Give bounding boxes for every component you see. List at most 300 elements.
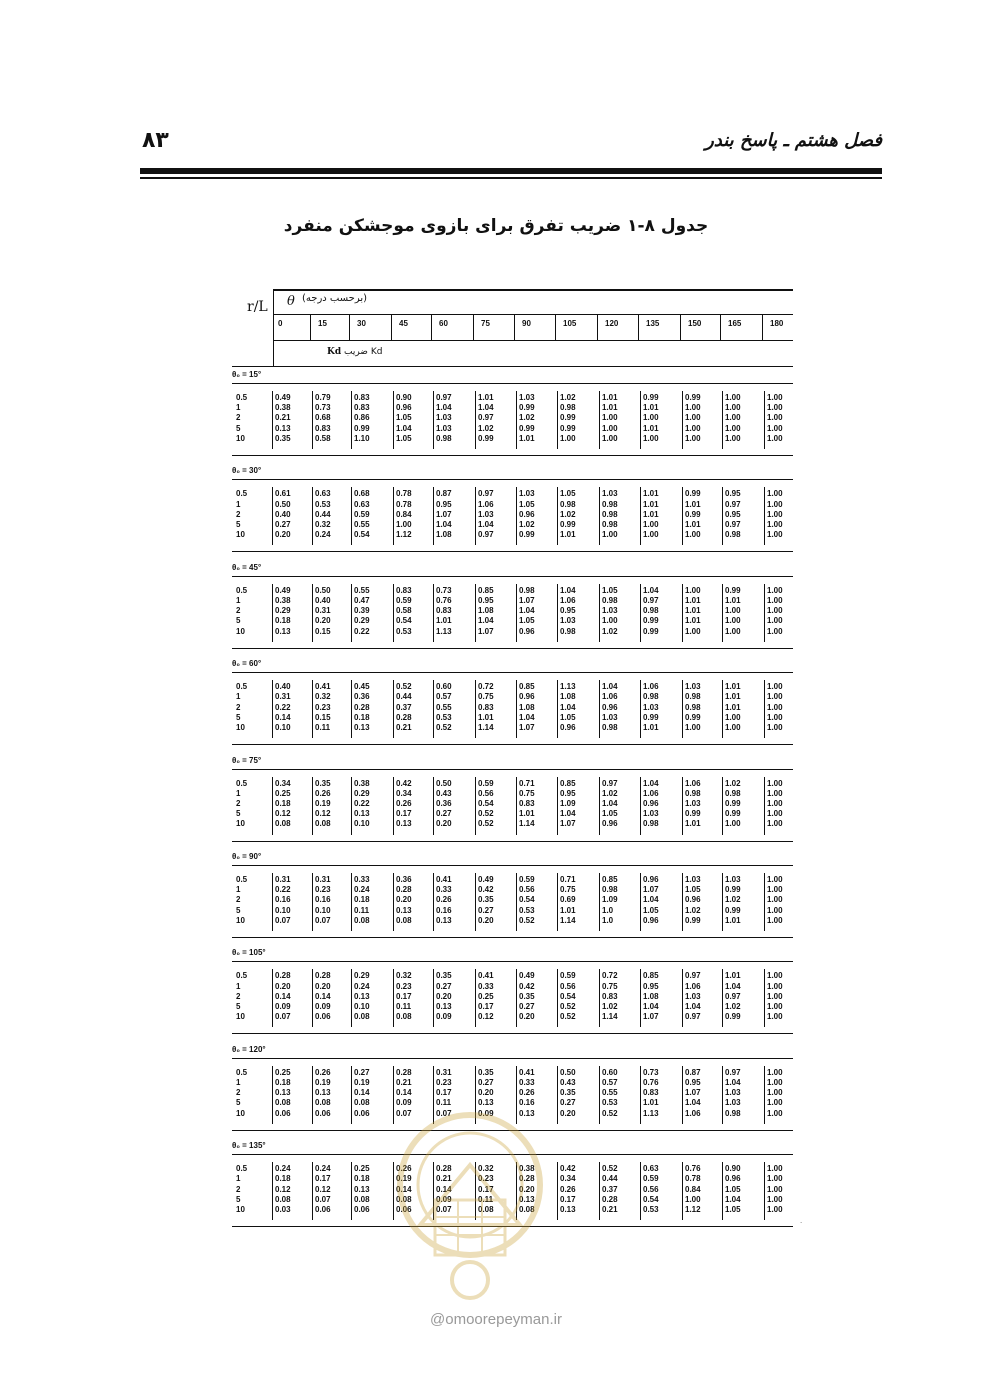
theta-column-header: 150 — [688, 319, 702, 328]
section-label: θ₀ = 120° — [232, 1044, 266, 1054]
kd-column-cell — [685, 779, 701, 830]
kd-value: 1.00 — [725, 723, 741, 732]
kd-value: 1.04 — [643, 895, 659, 905]
section-label: θ₀ = 60° — [232, 659, 262, 669]
kd-value: 1.00 — [767, 433, 783, 443]
kd-value: 0.95 — [725, 509, 741, 519]
kd-value: 1.00 — [767, 1078, 783, 1087]
kd-column-cell — [354, 489, 370, 540]
kd-value: 0.38 — [275, 596, 291, 605]
kd-value: 1.02 — [519, 520, 535, 529]
cell-left-rule — [312, 873, 313, 931]
kd-value: 1.00 — [725, 626, 741, 636]
kd-column-cell — [478, 875, 494, 926]
kd-value: 0.14 — [275, 712, 291, 722]
kd-value: 0.13 — [478, 1098, 494, 1108]
rl-value: 1 — [236, 788, 241, 798]
kd-value: 0.99 — [685, 393, 701, 402]
kd-value: 0.20 — [519, 1012, 535, 1022]
kd-value: 0.97 — [685, 971, 701, 981]
kd-value: 0.85 — [560, 778, 576, 788]
kd-value: 0.26 — [396, 799, 412, 808]
kd-value: 0.38 — [519, 1164, 535, 1174]
kd-value: 0.22 — [275, 702, 291, 712]
cell-left-rule — [433, 873, 434, 931]
kd-value: 0.16 — [519, 1098, 535, 1108]
theta-column-header: 15 — [318, 319, 327, 328]
kd-value: 1.00 — [767, 596, 783, 605]
cell-left-rule — [475, 873, 476, 931]
kd-value: 0.20 — [478, 915, 494, 925]
rl-value: 1 — [236, 981, 241, 991]
kd-value: 1.00 — [767, 885, 783, 895]
rl-values — [236, 586, 247, 637]
cell-left-rule — [393, 969, 394, 1027]
section-label: θ₀ = 30° — [232, 466, 262, 476]
kd-column-cell — [396, 586, 412, 637]
rl-values — [236, 489, 247, 540]
kd-value: 1.14 — [602, 1012, 618, 1022]
kd-value: 0.20 — [560, 1108, 576, 1118]
kd-column-cell — [643, 393, 659, 444]
kd-value: 1.00 — [685, 626, 701, 636]
cell-left-rule — [764, 1162, 765, 1220]
cell-left-rule — [557, 487, 558, 545]
kd-value: 0.09 — [436, 1194, 452, 1204]
kd-value: 0.08 — [396, 915, 412, 925]
kd-value: 0.58 — [315, 433, 331, 443]
page-number: ۸۳ — [142, 128, 169, 153]
kd-value: 0.71 — [519, 778, 535, 788]
kd-value: 0.99 — [354, 423, 370, 433]
kd-value: 0.16 — [315, 895, 331, 905]
kd-value: 0.12 — [478, 1012, 494, 1022]
kd-value: 1.00 — [560, 433, 576, 443]
cell-left-rule — [640, 391, 641, 449]
kd-column-cell — [315, 875, 331, 926]
cell-left-rule — [351, 391, 352, 449]
kd-value: 1.01 — [685, 606, 701, 616]
kd-value: 0.20 — [315, 616, 331, 626]
kd-value: 0.29 — [354, 788, 370, 798]
kd-value: 1.01 — [519, 433, 535, 443]
rl-value: 5 — [236, 1098, 241, 1108]
kd-value: 0.26 — [315, 788, 331, 798]
kd-value: 0.49 — [478, 875, 494, 884]
kd-value: 1.03 — [685, 991, 701, 1001]
kd-value: 1.07 — [519, 596, 535, 605]
header-rule-thin — [140, 177, 882, 179]
kd-value: 1.13 — [436, 626, 452, 636]
kd-value: 1.00 — [767, 403, 783, 413]
kd-value: 1.00 — [725, 616, 741, 626]
cell-left-rule — [682, 1162, 683, 1220]
kd-value: 1.06 — [602, 692, 618, 702]
kd-value: 0.83 — [396, 585, 412, 595]
kd-column-cell — [685, 875, 701, 926]
kd-value: 1.04 — [725, 1194, 741, 1204]
kd-value: 0.98 — [519, 585, 535, 595]
kd-value: 1.00 — [767, 520, 783, 529]
kd-column-cell — [275, 971, 291, 1022]
rl-value: 10 — [236, 530, 245, 540]
cell-left-rule — [640, 680, 641, 738]
kd-value: 0.52 — [519, 915, 535, 925]
kd-value: 0.78 — [396, 499, 412, 509]
kd-value: 1.05 — [396, 413, 412, 423]
kd-value: 0.13 — [396, 905, 412, 915]
kd-value: 0.35 — [519, 991, 535, 1001]
kd-value: 0.75 — [478, 692, 494, 702]
kd-value: 0.20 — [436, 819, 452, 829]
kd-value: 0.06 — [354, 1108, 370, 1118]
kd-value: 1.01 — [560, 905, 576, 915]
kd-value: 1.01 — [685, 596, 701, 605]
kd-value: 0.18 — [275, 616, 291, 626]
theta-column-header: 120 — [605, 319, 619, 328]
theta-column-header: 180 — [770, 319, 784, 328]
kd-value: 1.00 — [767, 905, 783, 915]
kd-value: 0.76 — [643, 1078, 659, 1087]
cell-left-rule — [272, 1162, 273, 1220]
kd-column-cell — [354, 971, 370, 1022]
kd-value: 1.01 — [725, 692, 741, 702]
rl-value: 1 — [236, 1174, 241, 1184]
kd-value: 0.13 — [560, 1205, 576, 1214]
kd-column-cell — [643, 971, 659, 1022]
kd-value: 0.27 — [436, 809, 452, 819]
kd-value: 0.44 — [315, 509, 331, 519]
theta-column-header: 135 — [646, 319, 660, 328]
kd-value: 0.23 — [436, 1078, 452, 1087]
kd-value: 1.00 — [685, 585, 701, 595]
section-label-rule — [232, 865, 793, 866]
kd-value: 0.52 — [478, 819, 494, 829]
kd-value: 1.03 — [478, 509, 494, 519]
kd-value: 1.04 — [560, 702, 576, 712]
kd-value: 1.04 — [478, 520, 494, 529]
kd-value: 1.00 — [767, 393, 783, 402]
kd-column-cell — [767, 875, 783, 926]
kd-value: 1.01 — [478, 393, 494, 402]
kd-value: 0.20 — [396, 895, 412, 905]
cell-left-rule — [557, 777, 558, 835]
kd-value: 1.00 — [643, 520, 659, 529]
kd-column-cell — [478, 586, 494, 637]
kd-value: 0.14 — [315, 991, 331, 1001]
kd-value: 1.03 — [643, 702, 659, 712]
kd-column-cell — [643, 1164, 659, 1215]
kd-column-cell — [354, 682, 370, 733]
kd-value: 1.01 — [478, 712, 494, 722]
kd-value: 1.02 — [602, 626, 618, 636]
kd-value: 0.83 — [519, 799, 535, 808]
kd-value: 0.27 — [436, 981, 452, 991]
kd-value: 0.99 — [685, 509, 701, 519]
section-label-rule — [232, 1058, 793, 1059]
kd-value: 1.01 — [643, 1098, 659, 1108]
kd-value: 0.08 — [275, 1194, 291, 1204]
kd-value: 0.99 — [725, 885, 741, 895]
kd-value: 0.31 — [315, 606, 331, 616]
kd-value: 1.01 — [602, 393, 618, 402]
kd-value: 0.56 — [560, 981, 576, 991]
kd-value: 0.85 — [478, 585, 494, 595]
kd-value: 1.01 — [602, 403, 618, 413]
kd-value: 0.09 — [478, 1108, 494, 1118]
kd-value: 0.40 — [315, 596, 331, 605]
kd-value: 0.11 — [396, 1002, 412, 1011]
cell-left-rule — [599, 969, 600, 1027]
kd-value: 1.04 — [478, 616, 494, 626]
kd-value: 0.95 — [560, 788, 576, 798]
kd-value: 1.01 — [643, 509, 659, 519]
kd-value: 0.53 — [643, 1205, 659, 1214]
rl-value: 10 — [236, 915, 245, 925]
kd-value: 0.08 — [315, 1098, 331, 1108]
cell-left-rule — [516, 487, 517, 545]
cell-left-rule — [272, 680, 273, 738]
kd-column-cell — [436, 682, 452, 733]
kd-value: 0.08 — [354, 1098, 370, 1108]
kd-value: 0.98 — [685, 788, 701, 798]
kd-value: 0.36 — [396, 875, 412, 884]
cell-left-rule — [351, 873, 352, 931]
kd-value: 0.17 — [436, 1088, 452, 1098]
kd-value: 0.24 — [275, 1164, 291, 1174]
kd-value: 0.68 — [315, 413, 331, 423]
kd-label-text: Kd ضریب — [344, 347, 383, 357]
kd-value: 0.17 — [478, 1002, 494, 1011]
cell-left-rule — [640, 1066, 641, 1124]
kd-value: 0.13 — [396, 819, 412, 829]
header-left-rule — [273, 289, 274, 366]
rl-value: 5 — [236, 809, 241, 819]
kd-value: 0.07 — [275, 1012, 291, 1022]
kd-value: 0.63 — [643, 1164, 659, 1174]
header-col-divider — [310, 314, 311, 340]
kd-value: 1.01 — [685, 520, 701, 529]
kd-value: 0.58 — [396, 606, 412, 616]
kd-value: 1.09 — [560, 799, 576, 808]
section-label-rule — [232, 672, 793, 673]
rl-value: 1 — [236, 885, 241, 895]
kd-value: 1.02 — [560, 393, 576, 402]
kd-value: 0.99 — [643, 712, 659, 722]
kd-value: 1.00 — [602, 423, 618, 433]
kd-value: 0.56 — [519, 885, 535, 895]
kd-value: 0.99 — [519, 530, 535, 540]
kd-value: 1.02 — [602, 1002, 618, 1011]
kd-value: 1.05 — [602, 809, 618, 819]
kd-value: 0.99 — [519, 403, 535, 413]
section-label-rule — [232, 383, 793, 384]
kd-value: 1.03 — [685, 682, 701, 692]
kd-value: 0.98 — [602, 509, 618, 519]
rl-values — [236, 393, 247, 444]
kd-value: 0.25 — [275, 1067, 291, 1077]
kd-value: 0.43 — [436, 788, 452, 798]
kd-value: 0.23 — [315, 702, 331, 712]
kd-value: 0.18 — [275, 799, 291, 808]
cell-left-rule — [351, 680, 352, 738]
kd-value: 0.38 — [275, 403, 291, 413]
kd-column-cell — [275, 393, 291, 444]
kd-value: 1.00 — [767, 509, 783, 519]
kd-value: 0.14 — [396, 1184, 412, 1194]
kd-value: 1.05 — [519, 616, 535, 626]
kd-column-cell — [315, 971, 331, 1022]
kd-value: 0.85 — [519, 682, 535, 692]
kd-value: 1.05 — [725, 1184, 741, 1194]
kd-value: 1.04 — [519, 712, 535, 722]
kd-column-cell — [519, 682, 535, 733]
kd-value: 0.44 — [396, 692, 412, 702]
kd-value: 0.98 — [643, 606, 659, 616]
kd-value: 0.95 — [436, 499, 452, 509]
kd-value: 0.99 — [560, 520, 576, 529]
cell-left-rule — [351, 1066, 352, 1124]
kd-value: 0.20 — [436, 991, 452, 1001]
kd-value: 0.50 — [436, 778, 452, 788]
kd-column-cell — [602, 875, 618, 926]
kd-value: 1.06 — [685, 1108, 701, 1118]
kd-column-cell — [725, 586, 741, 637]
kd-value: 1.04 — [685, 1098, 701, 1108]
kd-value: 0.98 — [602, 885, 618, 895]
kd-value: 0.06 — [396, 1205, 412, 1214]
header-col-divider — [349, 314, 350, 340]
kd-value: 0.28 — [396, 712, 412, 722]
kd-value: 1.09 — [602, 895, 618, 905]
kd-column-cell — [354, 586, 370, 637]
kd-value: 0.12 — [315, 809, 331, 819]
header-top-rule — [273, 289, 793, 291]
kd-value: 0.38 — [354, 778, 370, 788]
kd-value: 0.11 — [315, 723, 331, 732]
kd-value: 1.04 — [436, 520, 452, 529]
kd-value: 0.08 — [354, 1012, 370, 1022]
kd-value: 0.99 — [643, 616, 659, 626]
cell-left-rule — [764, 777, 765, 835]
kd-value: 0.73 — [315, 403, 331, 413]
kd-value: 0.28 — [396, 885, 412, 895]
cell-left-rule — [393, 873, 394, 931]
kd-value: 0.98 — [643, 819, 659, 829]
kd-value: 0.32 — [478, 1164, 494, 1174]
kd-value: 0.97 — [725, 991, 741, 1001]
header-col-divider — [555, 314, 556, 340]
cell-left-rule — [722, 1066, 723, 1124]
header-kd-rule — [273, 340, 793, 341]
kd-value: 1.03 — [685, 875, 701, 884]
kd-value: 0.98 — [602, 723, 618, 732]
kd-value: 0.21 — [436, 1174, 452, 1184]
kd-value: 0.15 — [315, 712, 331, 722]
kd-value: 0.37 — [602, 1184, 618, 1194]
kd-value: 1.02 — [725, 895, 741, 905]
cell-left-rule — [272, 777, 273, 835]
kd-value: 0.99 — [685, 915, 701, 925]
kd-column-cell — [560, 489, 576, 540]
kd-value: 1.07 — [643, 1012, 659, 1022]
kd-column-cell — [725, 393, 741, 444]
kd-value: 0.59 — [478, 778, 494, 788]
kd-value: 0.17 — [396, 809, 412, 819]
kd-value: 0.63 — [315, 489, 331, 499]
kd-value: 1.02 — [519, 413, 535, 423]
kd-value: 0.98 — [685, 692, 701, 702]
rl-value: 5 — [236, 1194, 241, 1204]
kd-value: 0.25 — [275, 788, 291, 798]
kd-value: 0.32 — [396, 971, 412, 981]
theta-column-header: 60 — [439, 319, 448, 328]
kd-value: 0.13 — [354, 1184, 370, 1194]
kd-value: 1.00 — [767, 606, 783, 616]
theta-column-header: 90 — [522, 319, 531, 328]
cell-left-rule — [557, 584, 558, 642]
kd-value: 1.05 — [725, 1205, 741, 1214]
kd-label — [327, 347, 382, 357]
kd-value: 1.00 — [685, 530, 701, 540]
kd-value: 0.53 — [602, 1098, 618, 1108]
kd-value: 1.08 — [560, 692, 576, 702]
kd-value: 1.03 — [725, 1098, 741, 1108]
kd-value: 1.05 — [560, 712, 576, 722]
kd-value: 0.27 — [354, 1067, 370, 1077]
kd-value: 0.26 — [436, 895, 452, 905]
kd-value: 0.31 — [315, 875, 331, 884]
kd-value: 1.04 — [602, 682, 618, 692]
kd-value: 1.08 — [643, 991, 659, 1001]
kd-column-cell — [275, 779, 291, 830]
kd-value: 0.96 — [602, 702, 618, 712]
kd-value: 0.10 — [275, 723, 291, 732]
rl-values — [236, 1068, 247, 1119]
kd-value: 0.99 — [519, 423, 535, 433]
kd-column-cell — [436, 971, 452, 1022]
kd-column-cell — [685, 489, 701, 540]
kd-value: 1.08 — [478, 606, 494, 616]
cell-left-rule — [312, 391, 313, 449]
kd-value: 0.11 — [478, 1194, 494, 1204]
kd-value: 0.08 — [396, 1194, 412, 1204]
rl-value: 0.5 — [236, 875, 248, 884]
cell-left-rule — [682, 777, 683, 835]
kd-column-cell — [478, 971, 494, 1022]
rl-value: 2 — [236, 1184, 241, 1194]
kd-value: 1.00 — [685, 1194, 701, 1204]
kd-value: 0.24 — [354, 885, 370, 895]
rl-value: 5 — [236, 905, 241, 915]
section-bottom-rule — [232, 1033, 793, 1034]
kd-value: 0.13 — [519, 1194, 535, 1204]
kd-column-cell — [275, 1164, 291, 1215]
kd-value: 1.06 — [478, 499, 494, 509]
kd-value: 1.10 — [354, 433, 370, 443]
kd-value: 0.28 — [602, 1194, 618, 1204]
kd-value: 0.99 — [685, 712, 701, 722]
kd-value: 0.96 — [396, 403, 412, 413]
cell-left-rule — [516, 777, 517, 835]
kd-column-cell — [519, 779, 535, 830]
kd-value: 0.99 — [685, 489, 701, 499]
kd-value: 0.18 — [354, 712, 370, 722]
kd-value: 1.00 — [767, 585, 783, 595]
cell-left-rule — [351, 487, 352, 545]
cell-left-rule — [599, 680, 600, 738]
kd-value: 1.03 — [602, 489, 618, 499]
